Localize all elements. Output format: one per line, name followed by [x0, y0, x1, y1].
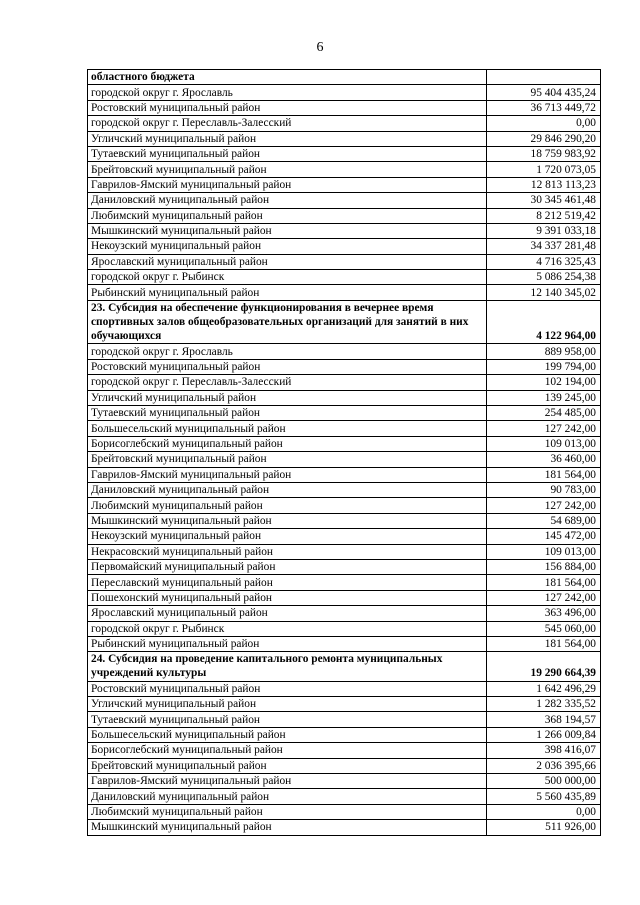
amount-cell: 368 194,57 — [487, 712, 601, 727]
table-row — [88, 758, 601, 773]
municipality-name: Брейтовский муниципальный район — [88, 162, 487, 177]
amount-cell: 181 564,00 — [487, 467, 601, 482]
table-row — [88, 621, 601, 636]
municipality-name: Брейтовский муниципальный район — [88, 758, 487, 773]
amount-cell: 181 564,00 — [487, 636, 601, 651]
amount-cell: 9 391 033,18 — [487, 223, 601, 238]
amount-cell: 156 884,00 — [487, 559, 601, 574]
municipality-name: Пошехонский муниципальный район — [88, 590, 487, 605]
amount-cell: 29 846 290,20 — [487, 131, 601, 146]
table-row — [88, 712, 601, 727]
municipality-name: Гаврилов-Ямский муниципальный район — [88, 467, 487, 482]
amount-cell: 8 212 519,42 — [487, 208, 601, 223]
amount-cell: 1 642 496,29 — [487, 681, 601, 696]
municipality-name: городской округ г. Ярославль — [88, 85, 487, 100]
section-header-row — [88, 652, 601, 681]
table-row — [88, 100, 601, 115]
municipality-name: Некоузский муниципальный район — [88, 529, 487, 544]
table-row — [88, 223, 601, 238]
table-row — [88, 254, 601, 269]
table-row — [88, 406, 601, 421]
table-row — [88, 513, 601, 528]
amount-cell: 5 086 254,38 — [487, 270, 601, 285]
amount-cell: 1 282 335,52 — [487, 697, 601, 712]
table-row — [88, 359, 601, 374]
table-row — [88, 804, 601, 819]
amount-cell: 34 337 281,48 — [487, 239, 601, 254]
section-header-row — [88, 70, 601, 85]
municipality-name: Тутаевский муниципальный район — [88, 406, 487, 421]
table-row — [88, 421, 601, 436]
municipality-name: Первомайский муниципальный район — [88, 559, 487, 574]
table-row — [88, 208, 601, 223]
municipality-name: Мышкинский муниципальный район — [88, 223, 487, 238]
table-row — [88, 774, 601, 789]
table-row — [88, 697, 601, 712]
amount-cell: 199 794,00 — [487, 359, 601, 374]
table-row — [88, 544, 601, 559]
amount-cell: 2 036 395,66 — [487, 758, 601, 773]
municipality-name: Некрасовский муниципальный район — [88, 544, 487, 559]
table-row — [88, 116, 601, 131]
municipality-name: Мышкинский муниципальный район — [88, 513, 487, 528]
section-header-row — [88, 300, 601, 344]
municipality-name: Угличский муниципальный район — [88, 390, 487, 405]
municipality-name: Гаврилов-Ямский муниципальный район — [88, 177, 487, 192]
municipality-name: Борисоглебский муниципальный район — [88, 743, 487, 758]
amount-cell: 181 564,00 — [487, 575, 601, 590]
amount-cell: 36 713 449,72 — [487, 100, 601, 115]
table-row — [88, 85, 601, 100]
amount-cell: 95 404 435,24 — [487, 85, 601, 100]
amount-cell: 145 472,00 — [487, 529, 601, 544]
table-row — [88, 436, 601, 451]
amount-cell: 36 460,00 — [487, 452, 601, 467]
amount-cell: 12 813 113,23 — [487, 177, 601, 192]
table-row — [88, 162, 601, 177]
table-row — [88, 239, 601, 254]
amount-cell: 127 242,00 — [487, 421, 601, 436]
municipality-name: Любимский муниципальный район — [88, 804, 487, 819]
municipality-name: Ростовский муниципальный район — [88, 359, 487, 374]
amount-cell: 18 759 983,92 — [487, 146, 601, 161]
municipality-name: Даниловский муниципальный район — [88, 193, 487, 208]
municipality-name: Переславский муниципальный район — [88, 575, 487, 590]
table-row — [88, 452, 601, 467]
municipality-name: Даниловский муниципальный район — [88, 482, 487, 497]
municipality-name: Угличский муниципальный район — [88, 697, 487, 712]
municipality-name: Рыбинский муниципальный район — [88, 636, 487, 651]
municipality-name: Любимский муниципальный район — [88, 498, 487, 513]
amount-cell: 1 720 073,05 — [487, 162, 601, 177]
municipality-name: Гаврилов-Ямский муниципальный район — [88, 774, 487, 789]
amount-cell: 127 242,00 — [487, 590, 601, 605]
amount-cell: 102 194,00 — [487, 375, 601, 390]
table-row — [88, 743, 601, 758]
amount-cell: 889 958,00 — [487, 344, 601, 359]
amount-cell: 0,00 — [487, 116, 601, 131]
amount-cell: 12 140 345,02 — [487, 285, 601, 300]
table-row — [88, 467, 601, 482]
municipality-name: городской округ г. Рыбинск — [88, 621, 487, 636]
page-number: 6 — [316, 40, 324, 55]
amount-cell: 127 242,00 — [487, 498, 601, 513]
municipality-name: Тутаевский муниципальный район — [88, 712, 487, 727]
table-row — [88, 131, 601, 146]
amount-cell: 30 345 461,48 — [487, 193, 601, 208]
amount-cell: 109 013,00 — [487, 544, 601, 559]
amount-cell: 363 496,00 — [487, 606, 601, 621]
amount-cell: 0,00 — [487, 804, 601, 819]
amount-cell: 90 783,00 — [487, 482, 601, 497]
municipality-name: Ростовский муниципальный район — [88, 100, 487, 115]
municipality-name: Мышкинский муниципальный район — [88, 820, 487, 835]
table-row — [88, 270, 601, 285]
section-total: 4 122 964,00 — [487, 300, 601, 344]
table-row — [88, 559, 601, 574]
municipality-name: Тутаевский муниципальный район — [88, 146, 487, 161]
section-total — [487, 70, 601, 85]
table-row — [88, 529, 601, 544]
municipality-name: Ярославский муниципальный район — [88, 606, 487, 621]
municipality-name: Брейтовский муниципальный район — [88, 452, 487, 467]
table-row — [88, 606, 601, 621]
subsidy-table — [87, 69, 601, 836]
section-total: 19 290 664,39 — [487, 652, 601, 681]
amount-cell: 109 013,00 — [487, 436, 601, 451]
municipality-name: Борисоглебский муниципальный район — [88, 436, 487, 451]
municipality-name: Рыбинский муниципальный район — [88, 285, 487, 300]
table-row — [88, 146, 601, 161]
table-row — [88, 820, 601, 835]
table-row — [88, 727, 601, 742]
table-row — [88, 789, 601, 804]
table-row — [88, 285, 601, 300]
section-title: областного бюджета — [88, 70, 487, 85]
municipality-name: Ярославский муниципальный район — [88, 254, 487, 269]
amount-cell: 545 060,00 — [487, 621, 601, 636]
table-row — [88, 390, 601, 405]
municipality-name: городской округ г. Переславль-Залесский — [88, 375, 487, 390]
municipality-name: Ростовский муниципальный район — [88, 681, 487, 696]
subsidy-table-body — [88, 70, 601, 836]
amount-cell: 4 716 325,43 — [487, 254, 601, 269]
table-row — [88, 681, 601, 696]
municipality-name: Даниловский муниципальный район — [88, 789, 487, 804]
municipality-name: Большесельский муниципальный район — [88, 421, 487, 436]
table-row — [88, 636, 601, 651]
section-title: 24. Субсидия на проведение капитального ремонта муниципальных учреждений культуры — [88, 652, 487, 681]
amount-cell: 1 266 009,84 — [487, 727, 601, 742]
municipality-name: Большесельский муниципальный район — [88, 727, 487, 742]
municipality-name: Угличский муниципальный район — [88, 131, 487, 146]
table-row — [88, 590, 601, 605]
municipality-name: городской округ г. Ярославль — [88, 344, 487, 359]
municipality-name: городской округ г. Переславль-Залесский — [88, 116, 487, 131]
amount-cell: 54 689,00 — [487, 513, 601, 528]
amount-cell: 511 926,00 — [487, 820, 601, 835]
amount-cell: 398 416,07 — [487, 743, 601, 758]
table-row — [88, 482, 601, 497]
table-row — [88, 177, 601, 192]
amount-cell: 5 560 435,89 — [487, 789, 601, 804]
table-row — [88, 575, 601, 590]
amount-cell: 500 000,00 — [487, 774, 601, 789]
amount-cell: 139 245,00 — [487, 390, 601, 405]
table-row — [88, 498, 601, 513]
table-row — [88, 193, 601, 208]
municipality-name: Любимский муниципальный район — [88, 208, 487, 223]
municipality-name: городской округ г. Рыбинск — [88, 270, 487, 285]
municipality-name: Некоузский муниципальный район — [88, 239, 487, 254]
amount-cell: 254 485,00 — [487, 406, 601, 421]
table-row — [88, 375, 601, 390]
table-row — [88, 344, 601, 359]
section-title: 23. Субсидия на обеспечение функционирования в вечернее время спортивных залов общеобразовательных организаций для занятий в них обучающихся — [88, 300, 487, 344]
